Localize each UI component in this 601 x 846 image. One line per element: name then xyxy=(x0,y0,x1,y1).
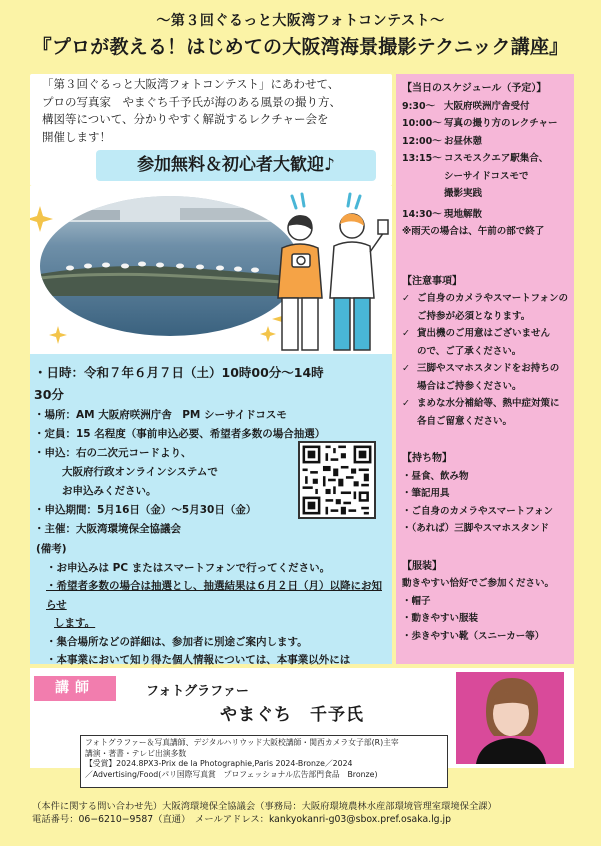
rain-note: ※雨天の場合は、午前の部で終了 xyxy=(402,226,545,237)
clothing-item: ・帽子 xyxy=(402,595,431,607)
apply-method-1: ・申込：右の二次元コードより、 xyxy=(34,447,192,459)
clothing-heading: 【服装】 xyxy=(402,560,442,572)
check-icon: ✓ xyxy=(402,363,410,374)
schedule-row: 10:00〜 写真の撮り方のレクチャー xyxy=(402,118,558,129)
clothing-item: ・動きやすい服装 xyxy=(402,613,479,624)
event-place: ・場所：AM 大阪府咲洲庁舎 PM シーサイドコスモ xyxy=(34,409,287,421)
caution-item: ✓ まめな水分補給等、熱中症対策に 各自ご留意ください。 xyxy=(402,395,574,430)
lecturer-role: フォトグラファー xyxy=(146,684,249,699)
qr-code[interactable] xyxy=(298,441,376,519)
speech-marks xyxy=(292,194,360,208)
free-admission-banner: 参加無料＆初心者大歓迎♪ xyxy=(96,150,376,181)
notes-section xyxy=(36,540,388,688)
apply-method-2: 大阪府行政オンラインシステムで xyxy=(62,466,218,478)
belonging-item: ・（あれば）三脚やスマホスタンド xyxy=(402,523,550,534)
info-sidebar-content xyxy=(402,78,574,645)
schedule-heading: 【当日のスケジュール（予定）】 xyxy=(402,83,547,94)
caution-item: ✓ ご自身のカメラやスマートフォンの ご持参が必須となります。 xyxy=(402,290,574,325)
lecturer-label: 講師 xyxy=(34,676,116,701)
apply-method-3: お申込みください。 xyxy=(62,485,157,497)
clothing-lead: 動きやすい恰好でご参加ください。 xyxy=(402,578,555,589)
caution-item: ✓ 三脚やスマホスタンドをお持ちの 場合はご持参ください。 xyxy=(402,360,574,395)
schedule-row: 12:00〜 お昼休憩 xyxy=(402,135,483,147)
apply-period: ・申込期間：5月16日（金）〜5月30日（金） xyxy=(34,504,257,516)
intro-text: 「第３回ぐるっと大阪湾フォトコンテスト」にあわせて、 プロの写真家 やまぐち千予氏が海のある風景の撮り方、 構図等について、分かりやすく解説するレクチャー会を 開催します！ xyxy=(42,77,341,144)
note-item: ・集合場所などの詳細は、参加者に別途ご案内します。 xyxy=(46,635,308,648)
seascape-illustration xyxy=(30,186,392,354)
note-item: ・希望者多数の場合は抽選とし、抽選結果は６月２日（月）以降にお知らせ xyxy=(46,580,382,611)
notes-heading: (備考) xyxy=(36,543,67,555)
contact-line: 電話番号：06−6210−9587（直通） メールアドレス：kankyokanri-g03@sbox.pref.osaka.lg.jp xyxy=(32,814,452,825)
assistant-figure xyxy=(330,214,388,350)
check-icon: ✓ xyxy=(402,328,410,339)
schedule-row: 13:15〜 コスモスクエア駅集合、 xyxy=(402,153,549,164)
caution-item: ✓ 貸出機のご用意はございません ので、ご了承ください。 xyxy=(402,325,574,360)
contact-line: （本件に関する問い合わせ先）大阪湾環境保全協議会（事務局：大阪府環境農林水産部環境管理室環境保全課） xyxy=(32,801,497,812)
schedule-row: シーサイドコスモで xyxy=(444,170,529,182)
event-capacity: ・定員：15 名程度（事前申込必要、希望者多数の場合抽選） xyxy=(34,428,326,440)
belonging-item: ・昼食、飲み物 xyxy=(402,470,469,482)
lecturer-portrait xyxy=(456,672,564,764)
contact-footer xyxy=(32,800,592,826)
schedule-row: 9:30〜 大阪府咲洲庁舎受付 xyxy=(402,100,530,112)
belonging-item: ・ご自身のカメラやスマートフォン xyxy=(402,505,554,517)
event-datetime: ・日時：令和７年６月７日（土）10時00分〜14時30分 xyxy=(34,365,324,402)
cautions-heading: 【注意事項】 xyxy=(402,275,462,287)
lecturer-name: やまぐち 千予氏 xyxy=(220,705,364,725)
illustration-area xyxy=(30,186,392,354)
clothing-item: ・歩きやすい靴（スニーカー等） xyxy=(402,630,545,642)
note-item: ・お申込みは PC またはスマートフォンで行ってください。 xyxy=(46,561,331,574)
check-icon: ✓ xyxy=(402,398,410,409)
schedule-row: 14:30〜 現地解散 xyxy=(402,208,483,220)
belonging-item: ・筆記用具 xyxy=(402,488,450,499)
check-icon: ✓ xyxy=(402,293,410,304)
event-title: 『プロが教える！はじめての大阪湾海景撮影テクニック講座』 xyxy=(32,36,569,58)
note-item: します。 xyxy=(54,617,96,629)
event-details xyxy=(34,362,334,539)
qr-code-pattern xyxy=(300,443,374,517)
note-item: ・本事業において知り得た個人情報については、本事業以外には xyxy=(46,654,351,666)
lecturer-photo xyxy=(456,672,564,764)
organizer: ・主催：大阪湾環境保全協議会 xyxy=(34,523,181,535)
belongings-heading: 【持ち物】 xyxy=(402,453,452,464)
lecturer-bio: フォトグラファー＆写真講師、デジタルハリウッド大阪校講師・関西カメラ女子部(R)主宰 講演・著書・テレビ出演多数 【受賞】2024.8PX3-Prix de la Photographie,Paris 2024-Bronze／2024 ／Advertising/Food(パリ国際写真賞 プロフェッショナル広告部門食品 Bronze) xyxy=(80,735,448,788)
schedule-row: 撮影実践 xyxy=(444,188,483,199)
event-subtitle: 〜第３回ぐるっと大阪湾フォトコンテスト〜 xyxy=(156,13,445,29)
